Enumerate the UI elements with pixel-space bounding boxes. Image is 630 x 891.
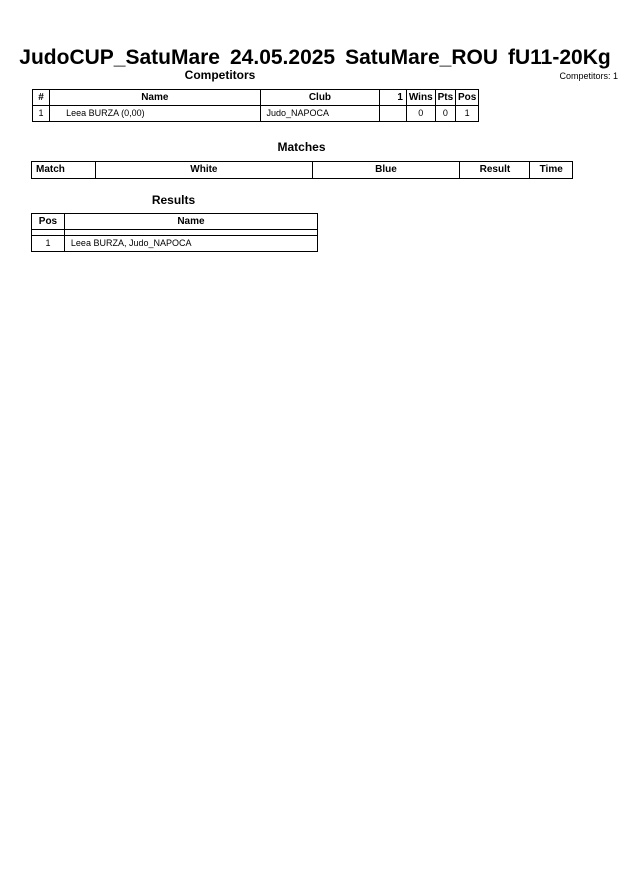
column-header-opponent-1: 1 bbox=[380, 90, 407, 106]
table-header-row bbox=[33, 90, 479, 106]
table-row bbox=[32, 236, 318, 252]
column-header-time: Time bbox=[530, 162, 573, 179]
table-header-row bbox=[32, 214, 318, 230]
competitors-table bbox=[32, 89, 479, 122]
matches-section-title: Matches bbox=[277, 140, 326, 154]
cell-opponent-1 bbox=[380, 106, 407, 122]
cell-name: Leea BURZA (0,00) bbox=[50, 106, 260, 122]
document-header bbox=[0, 46, 630, 70]
table-row bbox=[33, 106, 479, 122]
competitors-section-title: Competitors bbox=[184, 68, 256, 82]
cell-num: 1 bbox=[33, 106, 50, 122]
competitors-count: Competitors: 1 bbox=[559, 71, 618, 81]
matches-table bbox=[31, 161, 573, 179]
column-header-num: # bbox=[33, 90, 50, 106]
column-header-pos: Pos bbox=[32, 214, 65, 230]
header-date: 24.05.2025 bbox=[230, 46, 336, 69]
header-event: JudoCUP_SatuMare bbox=[19, 46, 220, 69]
cell-wins: 0 bbox=[406, 106, 435, 122]
column-header-pos: Pos bbox=[456, 90, 479, 106]
results-section-title: Results bbox=[151, 193, 196, 207]
header-location: SatuMare_ROU bbox=[345, 46, 498, 69]
column-header-match: Match bbox=[32, 162, 96, 179]
results-table bbox=[31, 213, 318, 252]
header-category: fU11-20Kg bbox=[508, 46, 611, 69]
column-header-name: Name bbox=[50, 90, 260, 106]
column-header-result: Result bbox=[460, 162, 530, 179]
column-header-name: Name bbox=[64, 214, 317, 230]
column-header-white: White bbox=[96, 162, 312, 179]
table-header-row bbox=[32, 162, 573, 179]
cell-club: Judo_NAPOCA bbox=[260, 106, 380, 122]
column-header-club: Club bbox=[260, 90, 380, 106]
cell-pts: 0 bbox=[435, 106, 456, 122]
cell-pos: 1 bbox=[456, 106, 479, 122]
column-header-pts: Pts bbox=[435, 90, 456, 106]
column-header-blue: Blue bbox=[312, 162, 460, 179]
cell-name: Leea BURZA, Judo_NAPOCA bbox=[64, 236, 317, 252]
column-header-wins: Wins bbox=[406, 90, 435, 106]
cell-pos: 1 bbox=[32, 236, 65, 252]
